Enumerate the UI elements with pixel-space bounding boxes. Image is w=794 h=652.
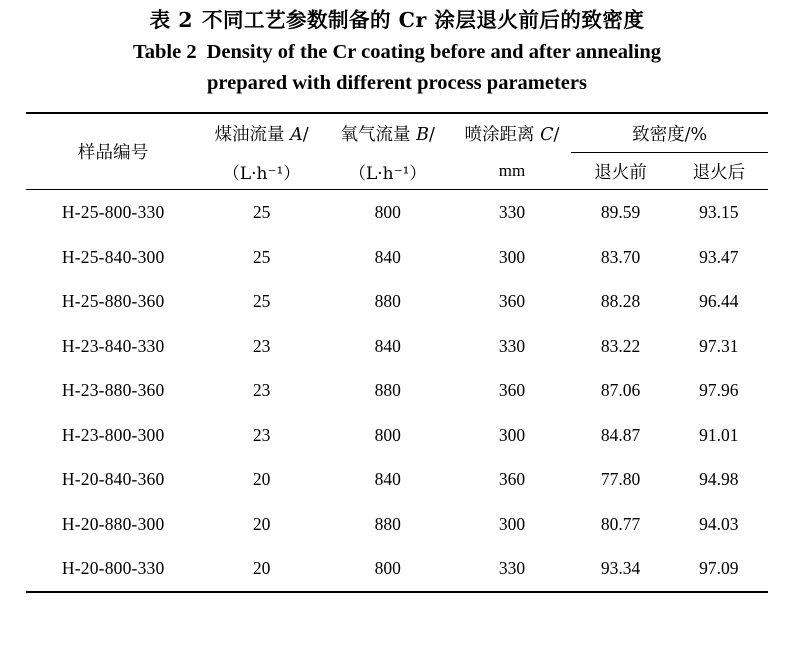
table-row	[26, 413, 768, 458]
cell-distance: 300	[498, 424, 526, 445]
header-density-group: 致密度/%	[571, 114, 768, 153]
header-oxygen-text: 氧气流量 B/	[340, 125, 435, 146]
cell-after: 94.98	[699, 469, 739, 490]
caption-chinese-label: 表 2	[149, 8, 193, 32]
cell-oxygen: 800	[374, 202, 401, 223]
cell-oxygen: 800	[374, 424, 401, 445]
table-row	[26, 190, 768, 235]
cell-before: 93.34	[600, 558, 641, 579]
cell-before: 83.22	[600, 335, 641, 356]
cell-oxygen: 800	[374, 558, 401, 579]
caption-english-title-1: Density of the Cr coating before and after annealing	[206, 41, 662, 64]
cell-kerosene: 20	[252, 513, 271, 534]
header-before-anneal: 退火前	[594, 162, 647, 183]
table-row	[26, 324, 768, 369]
header-distance-unit: mm	[498, 161, 526, 181]
header-kerosene	[200, 114, 322, 153]
cell-after: 91.01	[699, 424, 739, 445]
caption-english-line1	[26, 38, 768, 67]
table-container	[26, 112, 768, 593]
cell-distance: 360	[498, 380, 526, 401]
cell-oxygen: 880	[374, 513, 401, 534]
table-row	[26, 235, 768, 280]
cell-distance: 300	[498, 513, 526, 534]
header-row-1	[26, 114, 768, 153]
cell-oxygen: 840	[374, 335, 401, 356]
cell-distance: 300	[498, 246, 526, 267]
header-oxygen-unit: （L·h⁻¹）	[348, 163, 427, 184]
caption-english-line2: prepared with different process parameters	[207, 72, 587, 95]
table-row	[26, 457, 768, 502]
cell-kerosene: 23	[252, 380, 271, 401]
caption-chinese-title: 不同工艺参数制备的 Cr 涂层退火前后的致密度	[202, 8, 645, 32]
cell-sample: H-23-800-300	[61, 424, 165, 445]
cell-sample: H-25-880-360	[61, 291, 165, 312]
table-caption	[26, 6, 768, 98]
table-row	[26, 368, 768, 413]
table-row	[26, 502, 768, 547]
header-oxygen	[323, 114, 453, 153]
cell-kerosene: 20	[252, 558, 271, 579]
density-table	[26, 112, 768, 593]
cell-distance: 360	[498, 291, 526, 312]
cell-after: 96.44	[699, 291, 739, 312]
table-row	[26, 279, 768, 324]
cell-before: 84.87	[600, 424, 641, 445]
cell-after: 97.31	[699, 335, 739, 356]
cell-sample: H-25-800-330	[61, 202, 165, 223]
cell-before: 89.59	[600, 202, 641, 223]
cell-oxygen: 840	[374, 246, 401, 267]
header-distance	[453, 114, 572, 153]
cell-before: 87.06	[600, 380, 641, 401]
cell-before: 83.70	[600, 246, 641, 267]
cell-sample: H-20-840-360	[61, 469, 165, 490]
cell-before: 80.77	[600, 513, 641, 534]
header-kerosene-text: 煤油流量 A/	[214, 125, 309, 146]
cell-sample: H-23-880-360	[61, 380, 165, 401]
cell-oxygen: 880	[374, 380, 401, 401]
cell-kerosene: 25	[252, 202, 271, 223]
cell-after: 93.47	[699, 246, 739, 267]
cell-kerosene: 23	[252, 335, 271, 356]
cell-after: 93.15	[699, 202, 739, 223]
cell-distance: 330	[498, 335, 526, 356]
cell-distance: 360	[498, 469, 526, 490]
cell-after: 97.96	[699, 380, 739, 401]
caption-chinese-line	[26, 6, 768, 35]
cell-oxygen: 880	[374, 291, 401, 312]
header-sample: 样品编号	[77, 143, 149, 164]
cell-kerosene: 25	[252, 246, 271, 267]
header-after-anneal: 退火后	[692, 162, 746, 183]
cell-distance: 330	[498, 202, 526, 223]
table-bottom-rule	[26, 592, 768, 593]
cell-oxygen: 840	[374, 469, 401, 490]
header-kerosene-unit: （L·h⁻¹）	[222, 163, 301, 184]
cell-distance: 330	[498, 558, 526, 579]
cell-after: 97.09	[699, 558, 739, 579]
cell-sample: H-25-840-300	[61, 246, 165, 267]
header-distance-text: 喷涂距离 C/	[464, 125, 560, 146]
cell-kerosene: 20	[252, 469, 271, 490]
cell-sample: H-23-840-330	[61, 335, 165, 356]
caption-english-label: Table 2	[132, 41, 197, 64]
cell-sample: H-20-880-300	[61, 513, 165, 534]
cell-before: 88.28	[600, 291, 641, 312]
cell-kerosene: 25	[252, 291, 271, 312]
cell-sample: H-20-800-330	[61, 558, 165, 579]
cell-after: 94.03	[699, 513, 739, 534]
table-row	[26, 546, 768, 592]
cell-kerosene: 23	[252, 424, 271, 445]
cell-before: 77.80	[600, 469, 641, 490]
